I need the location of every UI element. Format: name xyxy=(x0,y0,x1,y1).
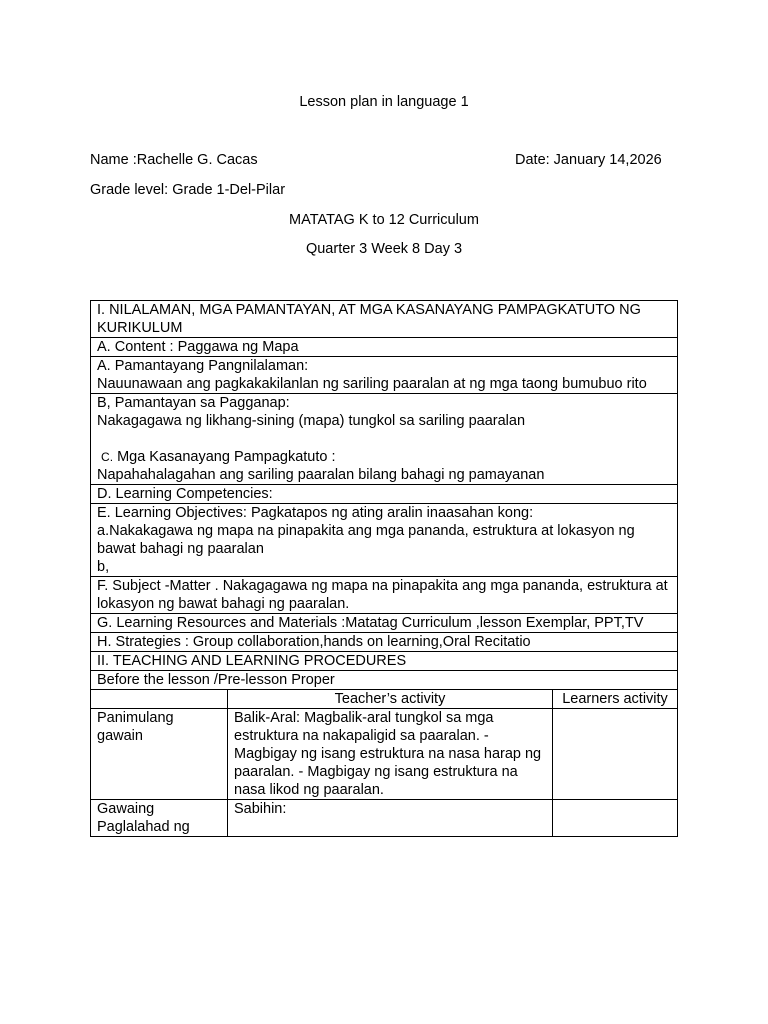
objectives-cell xyxy=(91,504,678,577)
section-two-heading: II. TEACHING AND LEARNING PROCEDURES xyxy=(91,652,678,671)
table-row xyxy=(91,614,678,633)
table-row xyxy=(91,671,678,690)
table-row xyxy=(91,338,678,357)
pamantayan-cell xyxy=(91,357,678,394)
table-row xyxy=(91,577,678,614)
objectives-title: E. Learning Objectives: Pagkatapos ng ating aralin inaasahan kong: xyxy=(97,505,534,521)
kasanayan-text: Napahahalagahan ang sariling paaralan bilang bahagi ng pamayanan xyxy=(97,467,545,483)
table-row xyxy=(91,485,678,504)
subject-matter-row: F. Subject -Matter . Nakagagawa ng mapa na pinapakita ang mga pananda, estruktura at lokasyon ng bawat bahagi ng paaralan. xyxy=(91,577,678,614)
table-header-row xyxy=(91,690,678,709)
lesson-date: Date: January 14,2026 xyxy=(515,152,662,168)
document-title: Lesson plan in language 1 xyxy=(299,94,469,110)
table-row xyxy=(91,800,678,837)
kasanayan-letter: C. xyxy=(101,450,114,464)
pamantayan-text: Nauunawaan ang pagkakakilanlan ng sariling paaralan at ng mga taong bumubuo rito xyxy=(97,376,647,392)
quarter-label: Quarter 3 Week 8 Day 3 xyxy=(305,241,463,257)
activity-label-cell: Gawaing Paglalahad ng xyxy=(91,800,228,837)
content-row: A. Content : Paggawa ng Mapa xyxy=(91,338,678,357)
table-row xyxy=(91,394,678,485)
grade-level: Grade level: Grade 1-Del-Pilar xyxy=(90,182,286,198)
lesson-plan-table xyxy=(90,300,678,837)
table-row xyxy=(91,633,678,652)
teacher-name: Name :Rachelle G. Cacas xyxy=(90,152,258,168)
table-row xyxy=(91,357,678,394)
table-row xyxy=(91,652,678,671)
objectives-b: b, xyxy=(97,559,110,575)
activity-label-cell: Panimulang gawain xyxy=(91,709,228,800)
table-row xyxy=(91,301,678,338)
pagganap-cell xyxy=(91,394,678,485)
learners-activity-cell xyxy=(553,800,678,837)
pamantayan-title: A. Pamantayang Pangnilalaman: xyxy=(97,358,309,374)
resources-row: G. Learning Resources and Materials :Matatag Curriculum ,lesson Exemplar, PPT,TV xyxy=(91,614,678,633)
pagganap-text: Nakagagawa ng likhang-sining (mapa) tungkol sa sariling paaralan xyxy=(97,413,526,429)
learners-activity-header: Learners activity xyxy=(553,690,678,709)
table-row xyxy=(91,504,678,577)
kasanayan-title-line xyxy=(97,448,671,466)
table-row xyxy=(91,709,678,800)
teacher-activity-cell: Sabihin: xyxy=(228,800,553,837)
kasanayan-title: Mga Kasanayang Pampagkatuto : xyxy=(117,449,336,465)
learners-activity-cell xyxy=(553,709,678,800)
objectives-a: a.Nakakagawa ng mapa na pinapakita ang mga pananda, estruktura at lokasyon ng bawat bahagi ng paaralan xyxy=(97,523,635,557)
teacher-activity-cell: Balik-Aral: Magbalik-aral tungkol sa mga estruktura na nakapaligid sa paaralan. - Magbigay ng isang estruktura na nasa harap ng paaralan. - Magbigay ng isang estruktura na nasa likod ng paaralan. xyxy=(228,709,553,800)
competencies-row: D. Learning Competencies: xyxy=(91,485,678,504)
teacher-activity-header: Teacher’s activity xyxy=(228,690,553,709)
section-one-heading: I. NILALAMAN, MGA PAMANTAYAN, AT MGA KASANAYANG PAMPAGKATUTO NG KURIKULUM xyxy=(91,301,678,338)
pagganap-title: B, Pamantayan sa Pagganap: xyxy=(97,395,290,411)
header-blank-cell xyxy=(91,690,228,709)
curriculum-label: MATATAG K to 12 Curriculum xyxy=(289,212,479,228)
strategies-row: H. Strategies : Group collaboration,hands on learning,Oral Recitatio xyxy=(91,633,678,652)
before-lesson-row: Before the lesson /Pre-lesson Proper xyxy=(91,671,678,690)
